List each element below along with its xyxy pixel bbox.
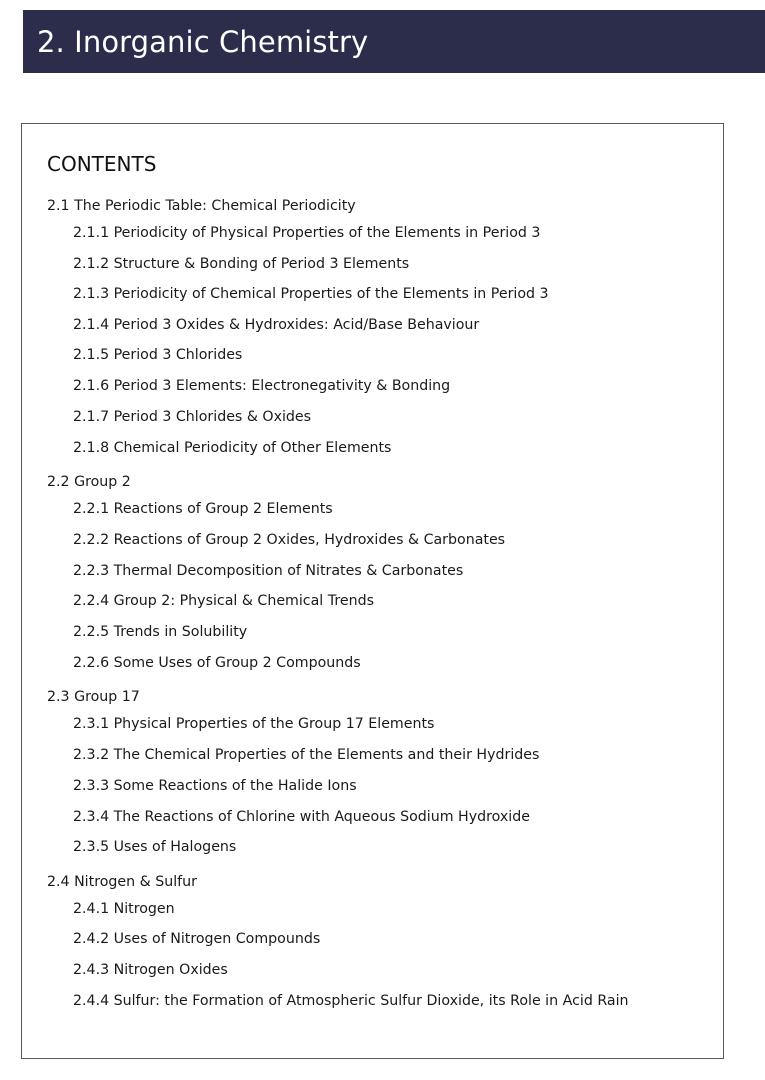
toc-list bbox=[22, 124, 723, 1058]
contents-box bbox=[21, 123, 724, 1059]
toc-subsection[interactable]: 2.1.7 Period 3 Chlorides & Oxides bbox=[73, 409, 312, 425]
toc-subsection[interactable]: 2.1.5 Period 3 Chlorides bbox=[73, 347, 243, 363]
chapter-banner bbox=[23, 10, 765, 73]
toc-subsection[interactable]: 2.1.3 Periodicity of Chemical Properties of the Elements in Period 3 bbox=[73, 286, 549, 302]
toc-subsection[interactable]: 2.2.6 Some Uses of Group 2 Compounds bbox=[73, 655, 361, 671]
toc-section-2-4[interactable]: 2.4 Nitrogen & Sulfur bbox=[47, 874, 197, 890]
toc-subsection[interactable]: 2.2.2 Reactions of Group 2 Oxides, Hydroxides & Carbonates bbox=[73, 532, 506, 548]
contents-heading: CONTENTS bbox=[47, 152, 157, 176]
chapter-title: 2. Inorganic Chemistry bbox=[37, 24, 369, 59]
toc-subsection[interactable]: 2.1.4 Period 3 Oxides & Hydroxides: Acid/Base Behaviour bbox=[73, 317, 480, 333]
toc-section-2-2[interactable]: 2.2 Group 2 bbox=[47, 474, 131, 490]
toc-subsection[interactable]: 2.1.2 Structure & Bonding of Period 3 Elements bbox=[73, 256, 410, 272]
toc-subsection[interactable]: 2.3.2 The Chemical Properties of the Elements and their Hydrides bbox=[73, 747, 540, 763]
toc-subsection[interactable]: 2.1.6 Period 3 Elements: Electronegativity & Bonding bbox=[73, 378, 451, 394]
toc-subsection[interactable]: 2.3.1 Physical Properties of the Group 17 Elements bbox=[73, 716, 435, 732]
toc-section-2-3[interactable]: 2.3 Group 17 bbox=[47, 689, 140, 705]
toc-subsection[interactable]: 2.1.1 Periodicity of Physical Properties of the Elements in Period 3 bbox=[73, 225, 541, 241]
toc-subsection[interactable]: 2.4.3 Nitrogen Oxides bbox=[73, 962, 228, 978]
toc-subsection[interactable]: 2.2.4 Group 2: Physical & Chemical Trends bbox=[73, 593, 374, 609]
toc-subsection[interactable]: 2.2.5 Trends in Solubility bbox=[73, 624, 248, 640]
toc-subsection[interactable]: 2.4.4 Sulfur: the Formation of Atmospheric Sulfur Dioxide, its Role in Acid Rain bbox=[73, 993, 629, 1009]
toc-subsection[interactable]: 2.3.5 Uses of Halogens bbox=[73, 839, 237, 855]
toc-subsection[interactable]: 2.3.3 Some Reactions of the Halide Ions bbox=[73, 778, 357, 794]
toc-subsection[interactable]: 2.4.1 Nitrogen bbox=[73, 901, 175, 917]
toc-subsection[interactable]: 2.4.2 Uses of Nitrogen Compounds bbox=[73, 931, 321, 947]
toc-subsection[interactable]: 2.3.4 The Reactions of Chlorine with Aqueous Sodium Hydroxide bbox=[73, 809, 530, 825]
toc-subsection[interactable]: 2.1.8 Chemical Periodicity of Other Elements bbox=[73, 440, 392, 456]
toc-subsection[interactable]: 2.2.1 Reactions of Group 2 Elements bbox=[73, 501, 333, 517]
toc-section-2-1[interactable]: 2.1 The Periodic Table: Chemical Periodicity bbox=[47, 198, 356, 214]
toc-subsection[interactable]: 2.2.3 Thermal Decomposition of Nitrates & Carbonates bbox=[73, 563, 464, 579]
